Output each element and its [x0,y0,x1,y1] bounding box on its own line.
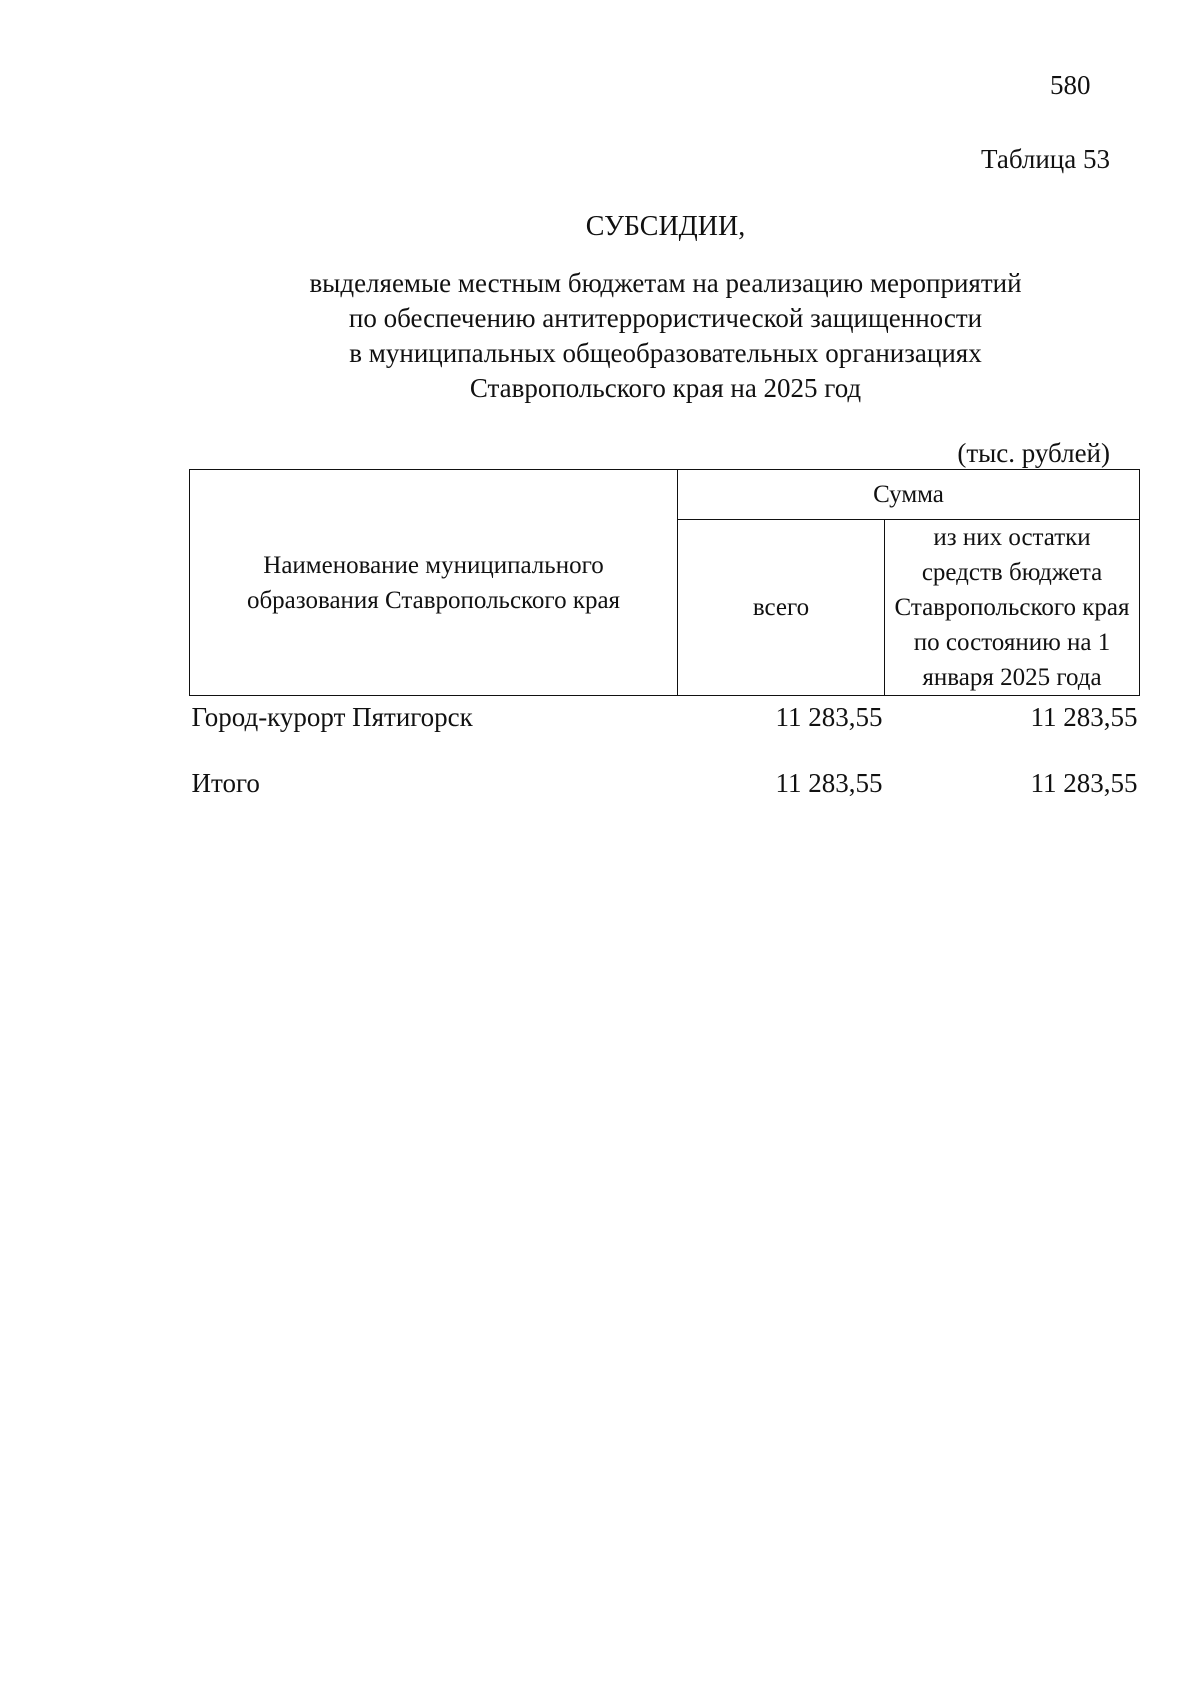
row-total-value: 11 283,55 [775,702,883,732]
table-label: Таблица 53 [981,144,1110,174]
subtitle-line: выделяемые местным бюджетам на реализацию мероприятий [309,268,1022,298]
table-row [190,696,1140,735]
document-title: СУБСИДИИ, [585,211,746,242]
summary-row [190,734,1140,800]
units-label: (тыс. рублей) [957,438,1110,468]
header-total: всего [678,520,885,696]
summary-total-value: 11 283,55 [775,768,883,798]
page-number: 580 [1050,70,1091,100]
subtitle-line: в муниципальных общеобразовательных организациях [349,338,982,368]
row-remainder-value: 11 283,55 [1030,702,1138,732]
header-remainder: из них остатки средств бюджета Ставропольского края по состоянию на 1 января 2025 года [885,520,1140,696]
header-municipality-name: Наименование муниципального образования Ставропольского края [190,470,678,696]
summary-remainder-value: 11 283,55 [1030,768,1138,798]
header-sum-group: Сумма [678,470,1140,520]
row-municipality-name: Город-курорт Пятигорск [191,702,473,732]
summary-label: Итого [191,768,260,798]
document-subtitle [193,266,1138,406]
subsidy-table [189,469,1140,800]
subtitle-line: Ставропольского края на 2025 год [469,373,862,403]
subtitle-line: по обеспечению антитеррористической защищенности [348,303,983,333]
